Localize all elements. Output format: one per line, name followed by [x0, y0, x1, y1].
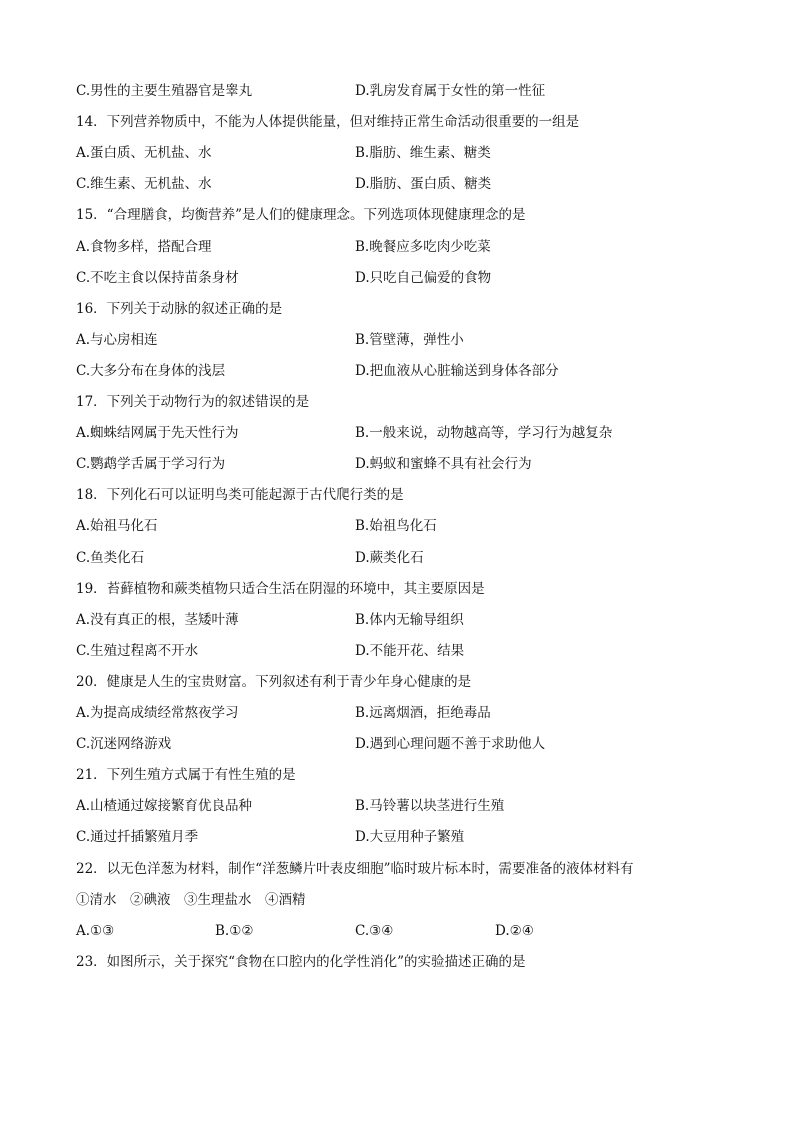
option-row: [76, 515, 754, 537]
option-a: C.鱼类化石: [76, 549, 145, 566]
option-b: B.远离烟酒，拒绝毒品: [355, 705, 491, 721]
option-row: [76, 267, 754, 289]
option-a: A.为提高成绩经常熬夜学习: [76, 705, 239, 721]
question-text: 14．下列营养物质中，不能为人体提供能量，但对维持正常生命活动很重要的一组是: [76, 114, 580, 131]
option-a: A.蜘蛛结网属于先天性行为: [76, 425, 239, 442]
option-b: B.一般来说，动物越高等，学习行为越复杂: [355, 425, 613, 442]
option-a: A.始祖马化石: [76, 518, 158, 535]
question-stem: [76, 951, 754, 973]
option-a: C.通过扦插繁殖月季: [76, 829, 199, 846]
option-b: B.晚餐应多吃肉少吃菜: [355, 238, 491, 255]
option-b: D.不能开花、结果: [355, 642, 465, 659]
option-a: A.没有真正的根，茎矮叶薄: [76, 611, 239, 628]
question-text: 15．“合理膳食，均衡营养”是人们的健康理念。下列选项体现健康理念的是: [76, 207, 526, 224]
option-row: [76, 547, 754, 569]
option-row: [76, 795, 754, 817]
option-row: [76, 609, 754, 631]
option-b: B.管壁薄，弹性小: [355, 331, 464, 348]
option-row: [76, 80, 754, 102]
option-a: C.生殖过程离不开水: [76, 642, 199, 659]
question-stem: [76, 671, 754, 693]
question-stem: [76, 858, 754, 880]
option-b: D.脂肪、蛋白质、糖类: [355, 176, 492, 193]
option-b: D.只吃自己偏爱的食物: [355, 269, 492, 286]
option-row: [76, 920, 754, 942]
question-stem: [76, 484, 754, 506]
question-text: 23．如图所示，关于探究“食物在口腔内的化学性消化”的实验描述正确的是: [76, 953, 526, 970]
option-a: C.男性的主要生殖器官是睾丸: [76, 83, 253, 99]
option-row: [76, 236, 754, 258]
question-stem: [76, 578, 754, 600]
option-b: D.把血液从心脏输送到身体各部分: [355, 362, 559, 379]
option-a: A.食物多样，搭配合理: [76, 238, 212, 255]
question-text: ①清水 ②碘液 ③生理盐水 ④酒精: [76, 891, 306, 908]
option-a: A.①③: [76, 922, 115, 939]
option-a: A.山楂通过嫁接繁育优良品种: [76, 798, 253, 815]
option-b: D.遇到心理问题不善于求助他人: [355, 736, 546, 753]
option-c: C.③④: [355, 922, 394, 939]
option-row: [76, 733, 754, 755]
option-row: [76, 453, 754, 475]
option-row: [76, 173, 754, 195]
option-row: [76, 422, 754, 444]
question-text: 21．下列生殖方式属于有性生殖的是: [76, 767, 296, 784]
option-b: D.蚂蚁和蜜蜂不具有社会行为: [355, 456, 532, 473]
option-row: [76, 640, 754, 662]
question-stem: [76, 391, 754, 413]
option-a: C.沉迷网络游戏: [76, 736, 172, 753]
option-row: [76, 702, 754, 724]
option-b: D.乳房发育属于女性的第一性征: [355, 83, 546, 99]
option-a: C.不吃主食以保持苗条身材: [76, 269, 239, 286]
option-a: A.蛋白质、无机盐、水: [76, 145, 212, 162]
question-stem: [76, 764, 754, 786]
option-b: D.大豆用种子繁殖: [355, 829, 465, 846]
option-a: A.与心房相连: [76, 331, 158, 348]
question-stem: [76, 204, 754, 226]
question-text: 18．下列化石可以证明鸟类可能起源于古代爬行类的是: [76, 487, 404, 504]
question-text: 22．以无色洋葱为材料，制作“洋葱鳞片叶表皮细胞”临时玻片标本时，需要准备的液体材料有: [76, 860, 634, 877]
option-b: B.马铃薯以块茎进行生殖: [355, 798, 505, 815]
question-text: 19．苔藓植物和蕨类植物只适合生活在阴湿的环境中，其主要原因是: [76, 580, 485, 597]
option-a: C.鹦鹉学舌属于学习行为: [76, 456, 226, 473]
option-a: C.大多分布在身体的浅层: [76, 362, 226, 379]
option-b: B.①②: [215, 922, 254, 939]
question-stem: [76, 889, 754, 911]
question-stem: [76, 111, 754, 133]
question-text: 16．下列关于动脉的叙述正确的是: [76, 300, 283, 317]
option-a: C.维生素、无机盐、水: [76, 176, 212, 193]
option-b: B.始祖鸟化石: [355, 518, 437, 535]
option-row: [76, 329, 754, 351]
option-d: D.②④: [495, 922, 534, 939]
question-stem: [76, 298, 754, 320]
option-b: D.蕨类化石: [355, 549, 424, 566]
option-row: [76, 360, 754, 382]
option-row: [76, 826, 754, 848]
option-row: [76, 142, 754, 164]
question-text: 17．下列关于动物行为的叙述错误的是: [76, 394, 310, 410]
option-b: B.脂肪、维生素、糖类: [355, 145, 491, 162]
option-b: B.体内无输导组织: [355, 611, 464, 628]
question-text: 20．健康是人生的宝贵财富。下列叙述有利于青少年身心健康的是: [76, 673, 472, 690]
